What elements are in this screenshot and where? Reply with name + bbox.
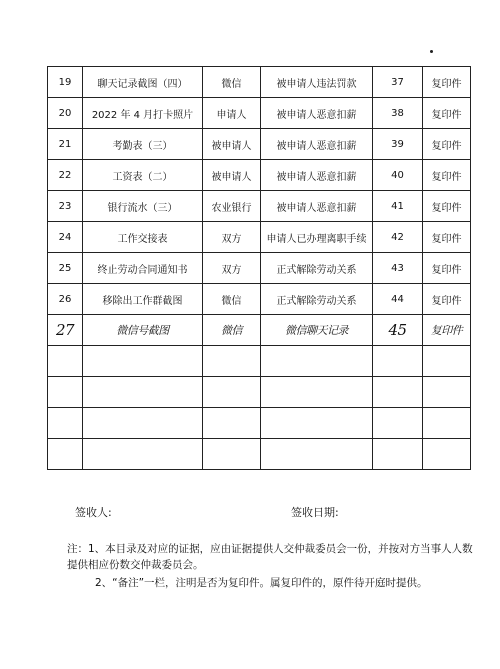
page-number: 40 bbox=[373, 160, 423, 191]
provider: 双方 bbox=[203, 253, 261, 284]
handwritten-provider: 微信 bbox=[203, 315, 261, 346]
handwritten-remark: 复印件 bbox=[423, 315, 471, 346]
provider: 微信 bbox=[203, 284, 261, 315]
row-number: 23 bbox=[48, 191, 83, 222]
remark: 复印件 bbox=[423, 129, 471, 160]
table-row bbox=[48, 67, 471, 98]
receiver-label: 签收人: bbox=[75, 506, 112, 519]
empty-cell bbox=[83, 408, 203, 439]
row-number: 25 bbox=[48, 253, 83, 284]
empty-cell bbox=[373, 408, 423, 439]
purpose: 正式解除劳动关系 bbox=[261, 253, 373, 284]
empty-cell bbox=[261, 346, 373, 377]
row-number: 22 bbox=[48, 160, 83, 191]
remark: 复印件 bbox=[423, 284, 471, 315]
empty-row bbox=[48, 377, 471, 408]
table-row bbox=[48, 129, 471, 160]
empty-row bbox=[48, 346, 471, 377]
remark: 复印件 bbox=[423, 98, 471, 129]
remark: 复印件 bbox=[423, 222, 471, 253]
purpose: 被申请人恶意扣薪 bbox=[261, 98, 373, 129]
empty-cell bbox=[423, 346, 471, 377]
page-number: 38 bbox=[373, 98, 423, 129]
empty-cell bbox=[203, 377, 261, 408]
page-number: 44 bbox=[373, 284, 423, 315]
page-number: 39 bbox=[373, 129, 423, 160]
evidence-name: 移除出工作群截图 bbox=[83, 284, 203, 315]
row-number: 26 bbox=[48, 284, 83, 315]
row-number: 21 bbox=[48, 129, 83, 160]
purpose: 被申请人违法罚款 bbox=[261, 67, 373, 98]
purpose: 被申请人恶意扣薪 bbox=[261, 129, 373, 160]
purpose: 被申请人恶意扣薪 bbox=[261, 160, 373, 191]
receipt-date-label: 签收日期: bbox=[291, 506, 339, 519]
provider: 双方 bbox=[203, 222, 261, 253]
empty-cell bbox=[423, 377, 471, 408]
page-number: 37 bbox=[373, 67, 423, 98]
remark: 复印件 bbox=[423, 191, 471, 222]
remark: 复印件 bbox=[423, 253, 471, 284]
empty-cell bbox=[48, 408, 83, 439]
ink-dot bbox=[430, 50, 433, 53]
handwritten-purpose: 微信聊天记录 bbox=[261, 315, 373, 346]
purpose: 被申请人恶意扣薪 bbox=[261, 191, 373, 222]
empty-cell bbox=[48, 377, 83, 408]
evidence-name: 工作交接表 bbox=[83, 222, 203, 253]
empty-cell bbox=[83, 439, 203, 470]
remark: 复印件 bbox=[423, 67, 471, 98]
table-row bbox=[48, 191, 471, 222]
provider: 微信 bbox=[203, 67, 261, 98]
provider: 农业银行 bbox=[203, 191, 261, 222]
evidence-name: 银行流水（三） bbox=[83, 191, 203, 222]
row-number: 24 bbox=[48, 222, 83, 253]
purpose: 正式解除劳动关系 bbox=[261, 284, 373, 315]
empty-cell bbox=[83, 377, 203, 408]
table-row bbox=[48, 315, 471, 346]
evidence-table bbox=[47, 66, 471, 470]
evidence-name: 工资表（二） bbox=[83, 160, 203, 191]
handwritten-row-number: 27 bbox=[48, 315, 83, 346]
empty-cell bbox=[203, 346, 261, 377]
evidence-name: 聊天记录截图（四） bbox=[83, 67, 203, 98]
table-row bbox=[48, 98, 471, 129]
empty-cell bbox=[261, 377, 373, 408]
empty-cell bbox=[203, 439, 261, 470]
page-number: 43 bbox=[373, 253, 423, 284]
empty-cell bbox=[423, 439, 471, 470]
row-number: 20 bbox=[48, 98, 83, 129]
page-number: 41 bbox=[373, 191, 423, 222]
empty-cell bbox=[48, 346, 83, 377]
empty-cell bbox=[423, 408, 471, 439]
empty-cell bbox=[48, 439, 83, 470]
table-row bbox=[48, 160, 471, 191]
notes bbox=[67, 541, 477, 593]
evidence-name: 2022 年 4 月打卡照片 bbox=[83, 98, 203, 129]
empty-cell bbox=[373, 346, 423, 377]
page-number: 42 bbox=[373, 222, 423, 253]
handwritten-evidence-name: 微信号截图 bbox=[83, 315, 203, 346]
evidence-name: 考勤表（三） bbox=[83, 129, 203, 160]
empty-cell bbox=[83, 346, 203, 377]
empty-cell bbox=[203, 408, 261, 439]
note-1: 注：1、本目录及对应的证据，应由证据提供人交仲裁委员会一份，并按对方当事人人数提供相应份数交仲裁委员会。 bbox=[67, 543, 473, 571]
remark: 复印件 bbox=[423, 160, 471, 191]
provider: 申请人 bbox=[203, 98, 261, 129]
empty-row bbox=[48, 408, 471, 439]
empty-cell bbox=[373, 439, 423, 470]
empty-cell bbox=[261, 408, 373, 439]
table-row bbox=[48, 284, 471, 315]
handwritten-page-number: 45 bbox=[373, 315, 423, 346]
table-row bbox=[48, 253, 471, 284]
table-row bbox=[48, 222, 471, 253]
row-number: 19 bbox=[48, 67, 83, 98]
empty-row bbox=[48, 439, 471, 470]
evidence-name: 终止劳动合同通知书 bbox=[83, 253, 203, 284]
note-2: 2、“备注”一栏，注明是否为复印件。属复印件的，原件待开庭时提供。 bbox=[95, 577, 428, 589]
purpose: 申请人已办理离职手续 bbox=[261, 222, 373, 253]
empty-cell bbox=[373, 377, 423, 408]
provider: 被申请人 bbox=[203, 160, 261, 191]
empty-cell bbox=[261, 439, 373, 470]
provider: 被申请人 bbox=[203, 129, 261, 160]
